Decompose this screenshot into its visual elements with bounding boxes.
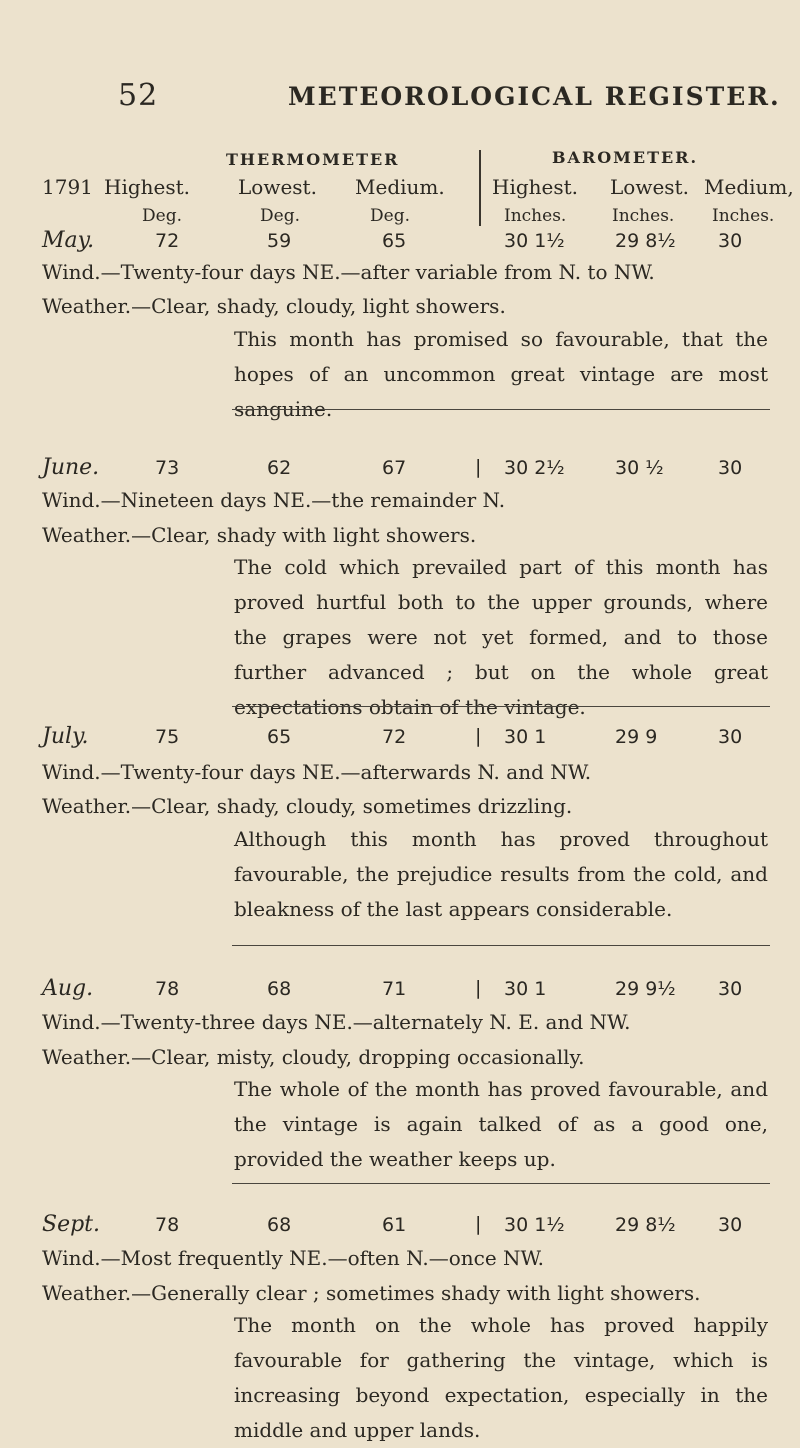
baro-low: 29 8½ — [615, 230, 676, 252]
table-bar: | — [475, 725, 482, 747]
baro-high: 30 1 — [504, 978, 547, 1000]
table-bar: | — [475, 977, 482, 999]
baro-high: 30 2½ — [504, 457, 565, 479]
baro-high: 30 1 — [504, 726, 547, 748]
temp-high: 78 — [155, 1214, 180, 1236]
baro-low: 29 9 — [615, 726, 658, 748]
col-b-highest: Highest. — [492, 175, 579, 199]
unit-deg-low: Deg. — [260, 206, 300, 226]
baro-high: 30 1½ — [504, 1214, 565, 1236]
month-label: Aug. — [42, 976, 94, 1001]
col-lowest: Lowest. — [238, 175, 317, 199]
unit-in-medium: Inches. — [712, 206, 775, 226]
table-bar: | — [475, 1213, 482, 1235]
temp-medium: 71 — [382, 978, 407, 1000]
weather-line: Weather.—Clear, shady, cloudy, light showers. — [42, 294, 506, 318]
baro-medium: 30 — [718, 230, 743, 252]
col-b-lowest: Lowest. — [610, 175, 689, 199]
barometer-heading: BAROMETER. — [552, 148, 699, 167]
month-label: May. — [42, 228, 95, 253]
unit-deg-high: Deg. — [142, 206, 182, 226]
temp-low: 59 — [267, 230, 292, 252]
temp-low: 68 — [267, 978, 292, 1000]
temp-medium: 67 — [382, 457, 407, 479]
weather-line: Weather.—Generally clear ; sometimes shady with light showers. — [42, 1281, 701, 1305]
baro-low: 30 ½ — [615, 457, 664, 479]
temp-low: 68 — [267, 1214, 292, 1236]
wind-line: Wind.—Most frequently NE.—often N.—once NW. — [42, 1246, 544, 1270]
remark-text: The cold which prevailed part of this month has proved hurtful both to the upper grounds, where the grapes were not yet formed, and to those further advanced ; but on the whole great expectations obtain of the vintage. — [234, 555, 768, 719]
wind-line: Wind.—Nineteen days NE.—the remainder N. — [42, 488, 506, 512]
baro-medium: 30 — [718, 726, 743, 748]
unit-in-high: Inches. — [504, 206, 567, 226]
thermometer-heading: THERMOMETER — [226, 150, 400, 169]
section-rule — [232, 706, 770, 707]
unit-in-low: Inches. — [612, 206, 675, 226]
col-highest: Highest. — [104, 175, 191, 199]
section-rule — [232, 945, 770, 946]
baro-low: 29 8½ — [615, 1214, 676, 1236]
weather-line: Weather.—Clear, shady, cloudy, sometimes drizzling. — [42, 794, 573, 818]
temp-medium: 61 — [382, 1214, 407, 1236]
section-rule — [232, 1183, 770, 1184]
temp-high: 78 — [155, 978, 180, 1000]
column-divider — [479, 150, 481, 226]
wind-line: Wind.—Twenty-four days NE.—afterwards N. and NW. — [42, 760, 592, 784]
remark-text: The month on the whole has proved happily favourable for gathering the vintage, which is increasing beyond expectation, especially in the middle and upper lands. — [234, 1313, 768, 1442]
running-title: METEOROLOGICAL REGISTER. — [288, 82, 781, 111]
col-medium: Medium. — [355, 175, 445, 199]
remark-text: This month has promised so favourable, that the hopes of an uncommon great vintage are most sanguine. — [234, 327, 768, 421]
table-bar: | — [475, 456, 482, 478]
month-label: July. — [42, 724, 89, 749]
weather-line: Weather.—Clear, misty, cloudy, dropping occasionally. — [42, 1045, 585, 1069]
month-label: June. — [42, 455, 100, 480]
baro-low: 29 9½ — [615, 978, 676, 1000]
temp-medium: 65 — [382, 230, 407, 252]
remark-text: The whole of the month has proved favourable, and the vintage is again talked of as a good one, provided the weather keeps up. — [234, 1077, 768, 1171]
running-head — [0, 78, 800, 118]
wind-line: Wind.—Twenty-three days NE.—alternately N. E. and NW. — [42, 1010, 631, 1034]
baro-medium: 30 — [718, 457, 743, 479]
unit-deg-medium: Deg. — [370, 206, 410, 226]
temp-low: 65 — [267, 726, 292, 748]
weather-line: Weather.—Clear, shady with light showers. — [42, 523, 477, 547]
year-label: 1791 — [42, 175, 93, 199]
baro-medium: 30 — [718, 978, 743, 1000]
temp-high: 73 — [155, 457, 180, 479]
temp-high: 72 — [155, 230, 180, 252]
temp-high: 75 — [155, 726, 180, 748]
temp-low: 62 — [267, 457, 292, 479]
col-b-medium: Medium, — [704, 175, 794, 199]
baro-high: 30 1½ — [504, 230, 565, 252]
section-rule — [232, 409, 770, 410]
wind-line: Wind.—Twenty-four days NE.—after variable from N. to NW. — [42, 260, 655, 284]
month-label: Sept. — [42, 1212, 101, 1237]
temp-medium: 72 — [382, 726, 407, 748]
remark-text: Although this month has proved throughout favourable, the prejudice results from the cold, and bleakness of the last appears considerable. — [234, 827, 768, 921]
page-number: 52 — [118, 78, 159, 113]
baro-medium: 30 — [718, 1214, 743, 1236]
